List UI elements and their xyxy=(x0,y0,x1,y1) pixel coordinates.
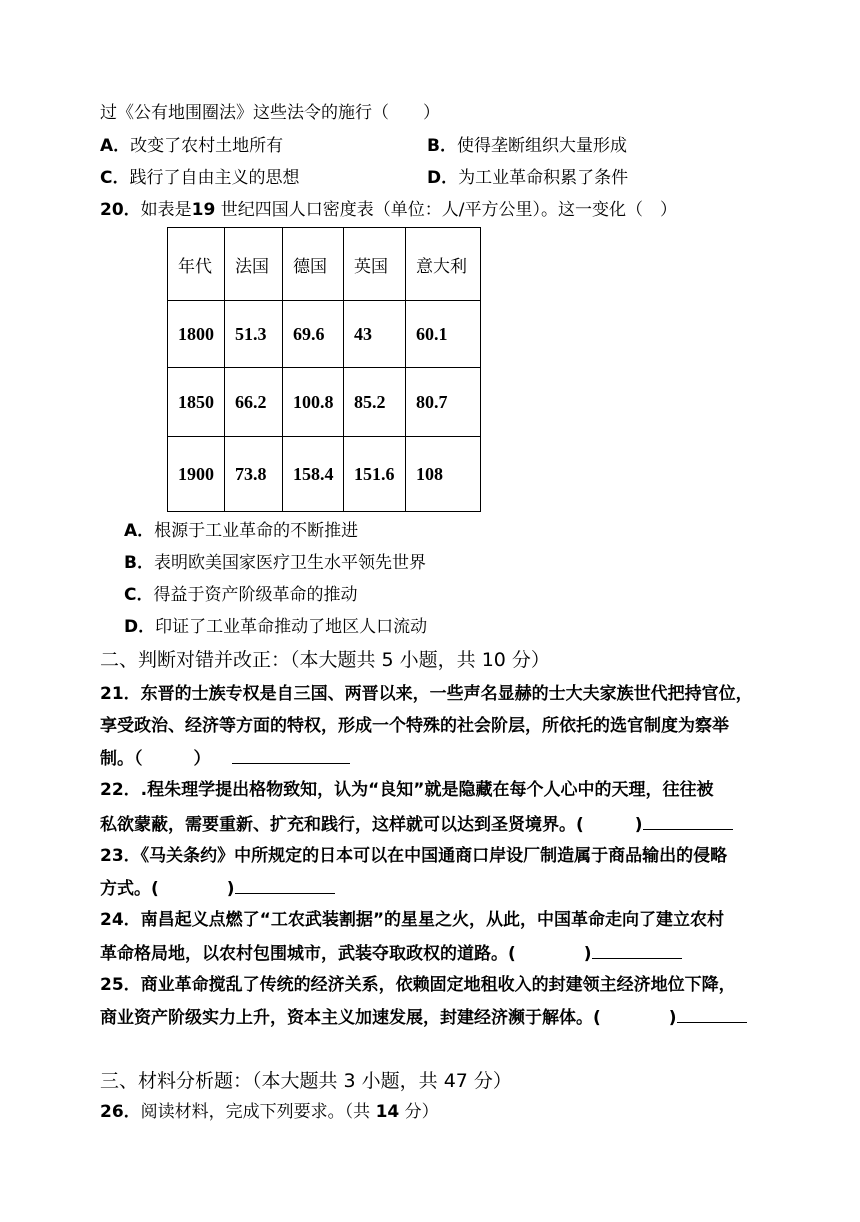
q23-answer-blank[interactable] xyxy=(235,875,335,894)
q21-answer-blank[interactable] xyxy=(232,745,350,764)
q22-line-2 xyxy=(100,811,733,838)
option-letter: D． xyxy=(427,168,459,188)
q25-line-2 xyxy=(100,1004,747,1031)
option-text: 践行了自由主义的思想 xyxy=(129,168,300,188)
table-row xyxy=(168,301,481,368)
q25-text: 商业资产阶级实力上升，资本主义加速发展，封建经济濒于解体。( ) xyxy=(100,1008,677,1028)
table-cell: 1800 xyxy=(168,301,225,368)
q20-option-c xyxy=(124,582,357,608)
table-header-row xyxy=(168,228,481,301)
option-text: 为工业革命积累了条件 xyxy=(458,168,629,188)
option-letter: A． xyxy=(100,136,131,156)
population-density-table xyxy=(167,227,481,512)
stem-text: 阅读材料，完成下列要求。（共 xyxy=(140,1102,376,1122)
q24-answer-blank[interactable] xyxy=(592,940,682,959)
table-cell: 1850 xyxy=(168,368,225,437)
table-cell: 1900 xyxy=(168,437,225,512)
option-text: 得益于资产阶级革命的推动 xyxy=(153,585,358,605)
q23-text: 方式。( ) xyxy=(100,879,235,899)
option-text: 表明欧美国家医疗卫生水平领先世界 xyxy=(153,553,426,573)
q25-line-1: 25．商业革命搅乱了传统的经济关系，依赖固定地租收入的封建领主经济地位下降， xyxy=(100,975,736,995)
question-number: 20． xyxy=(100,200,141,220)
table-header-cell: 意大利 xyxy=(406,228,481,301)
q23-line-2 xyxy=(100,875,335,902)
stem-text: 如表是 xyxy=(140,200,192,220)
q23-line-1: 23．《马关条约》中所规定的日本可以在中国通商口岸设厂制造属于商品输出的侵略 xyxy=(100,846,728,866)
question-number: 26． xyxy=(100,1102,141,1122)
q19-option-d xyxy=(427,165,628,191)
table-cell: 60.1 xyxy=(406,301,481,368)
table-cell: 158.4 xyxy=(283,437,344,512)
option-text: 改变了农村土地所有 xyxy=(130,136,284,156)
table-cell: 69.6 xyxy=(283,301,344,368)
q21-line-2: 享受政治、经济等方面的特权，形成一个特殊的社会阶层，所依托的选官制度为察举 xyxy=(100,716,729,736)
question-26-stem xyxy=(100,1099,439,1125)
q20-option-b xyxy=(124,550,426,576)
option-text: 使得垄断组织大量形成 xyxy=(456,136,627,156)
q20-option-d xyxy=(124,614,427,640)
table-cell: 100.8 xyxy=(283,368,344,437)
table-cell: 151.6 xyxy=(344,437,406,512)
option-letter: C． xyxy=(100,168,130,188)
question-19-stem: 过《公有地围圈法》这些法令的施行（ ） xyxy=(100,103,440,123)
option-letter: C． xyxy=(124,585,154,605)
option-letter: A． xyxy=(124,521,155,541)
stem-score: 14 xyxy=(375,1102,400,1122)
table-cell: 43 xyxy=(344,301,406,368)
q19-option-a xyxy=(100,133,283,159)
option-letter: B． xyxy=(427,136,457,156)
option-text: 根源于工业革命的不断推进 xyxy=(154,521,359,541)
section-2-heading: 二、判断对错并改正：（本大题共 5 小题，共 10 分） xyxy=(100,649,550,671)
table-cell: 73.8 xyxy=(225,437,283,512)
option-text: 印证了工业革命推动了地区人口流动 xyxy=(155,617,428,637)
table-cell: 85.2 xyxy=(344,368,406,437)
table-header-cell: 德国 xyxy=(283,228,344,301)
stem-century: 19 xyxy=(191,200,216,220)
table-header-cell: 年代 xyxy=(168,228,225,301)
q22-text: 私欲蒙蔽，需要重新、扩充和践行，这样就可以达到圣贤境界。( ) xyxy=(100,815,643,835)
q19-option-b xyxy=(427,133,627,159)
table-cell: 66.2 xyxy=(225,368,283,437)
option-letter: B． xyxy=(124,553,154,573)
table-cell: 51.3 xyxy=(225,301,283,368)
q24-line-1: 24．南昌起义点燃了“工农武装割据”的星星之火，从此，中国革命走向了建立农村 xyxy=(100,910,725,930)
table-cell: 108 xyxy=(406,437,481,512)
stem-text: 世纪四国人口密度表（单位：人/平方公里）。这一变化（ ） xyxy=(215,200,677,220)
q22-answer-blank[interactable] xyxy=(643,811,733,830)
table-row xyxy=(168,368,481,437)
q21-line-3 xyxy=(100,745,350,772)
q21-line-1: 21．东晋的士族专权是自三国、两晋以来，一些声名显赫的士大夫家族世代把持官位， xyxy=(100,684,753,704)
q20-option-a xyxy=(124,518,358,544)
table-header-cell: 英国 xyxy=(344,228,406,301)
option-letter: D． xyxy=(124,617,156,637)
question-20-stem xyxy=(100,197,677,223)
table-header-cell: 法国 xyxy=(225,228,283,301)
table-cell: 80.7 xyxy=(406,368,481,437)
section-3-heading: 三、材料分析题：（本大题共 3 小题，共 47 分） xyxy=(100,1070,512,1092)
q25-answer-blank[interactable] xyxy=(677,1004,747,1023)
table-row xyxy=(168,437,481,512)
q19-option-c xyxy=(100,165,299,191)
q21-text: 制。（ ） xyxy=(100,749,211,769)
q24-line-2 xyxy=(100,940,682,967)
stem-text: 分） xyxy=(399,1102,439,1122)
q24-text: 革命格局地，以农村包围城市，武装夺取政权的道路。( ) xyxy=(100,944,592,964)
q22-line-1: 22．.程朱理学提出格物致知，认为“良知”就是隐藏在每个人心中的天理，往往被 xyxy=(100,780,714,800)
